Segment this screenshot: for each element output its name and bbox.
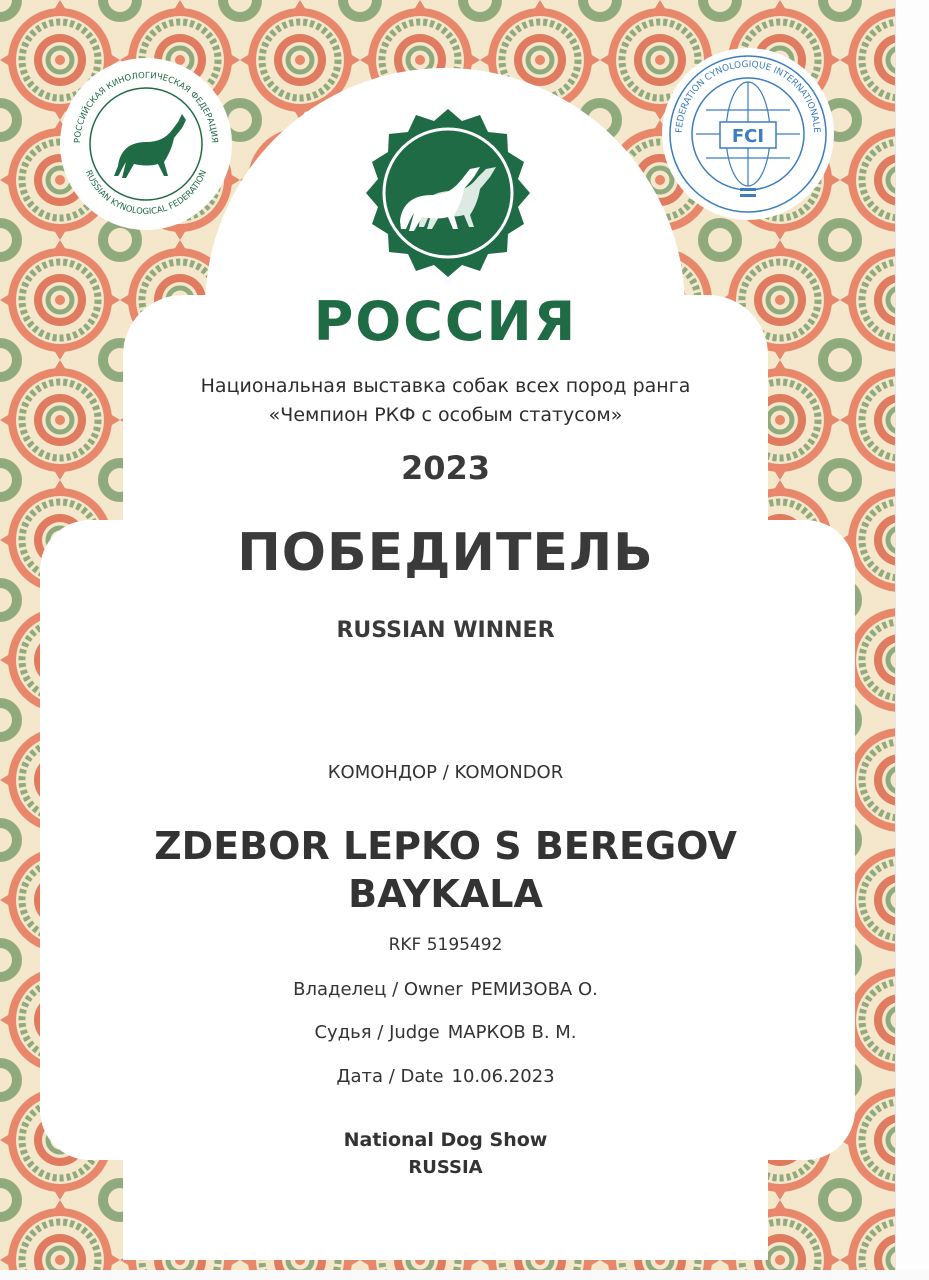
subtitle-line-1: Национальная выставка собак всех пород ранга [200,375,691,397]
award-title-en: RUSSIAN WINNER [336,618,555,643]
date-line [123,1066,768,1087]
dog-name-line-1: ZDEBOR LEPKO S BEREGOV [154,824,737,868]
fci-logo [662,48,834,220]
footer-country: RUSSIA [408,1157,483,1178]
rkf-logo [60,58,232,230]
svg-text:RUSSIAN KYNOLOGICAL FEDERATION: RUSSIAN KYNOLOGICAL FEDERATION [82,168,210,218]
date-label: Дата / Date [336,1066,444,1087]
judge-label: Судья / Judge [314,1022,440,1043]
footer-show-name: National Dog Show [343,1129,548,1151]
owner-value: РЕМИЗОВА О. [470,979,598,1000]
judge-value: МАРКОВ В. М. [447,1022,577,1043]
svg-text:РОССИЙСКАЯ КИНОЛОГИЧЕСКАЯ ФЕДЕ: РОССИЙСКАЯ КИНОЛОГИЧЕСКАЯ ФЕДЕРАЦИЯ [72,70,220,144]
registration-number: RKF 5195492 [388,935,503,955]
award-title-ru: ПОБЕДИТЕЛЬ [237,523,654,583]
country-title: РОССИЯ [313,290,578,353]
subtitle-line-2: «Чемпион РКФ с особым статусом» [268,404,623,426]
breed-name: КОМОНДОР / KOMONDOR [327,762,564,783]
dog-name [123,822,768,918]
judge-line [123,1022,768,1043]
dog-name-line-2: BAYKALA [348,872,543,916]
date-value: 10.06.2023 [451,1066,555,1087]
show-year: 2023 [400,449,491,487]
owner-label: Владелец / Owner [293,979,463,1000]
svg-text:FCI: FCI [731,126,765,147]
scan-bottom-edge [0,1270,929,1280]
owner-line [123,979,768,1000]
show-subtitle [123,372,768,430]
show-emblem-badge [358,103,538,283]
svg-text:FEDERATION CYNOLOGIQUE INTERNA: FEDERATION CYNOLOGIQUE INTERNATIONALE [674,59,822,134]
scan-edge [895,0,929,1280]
